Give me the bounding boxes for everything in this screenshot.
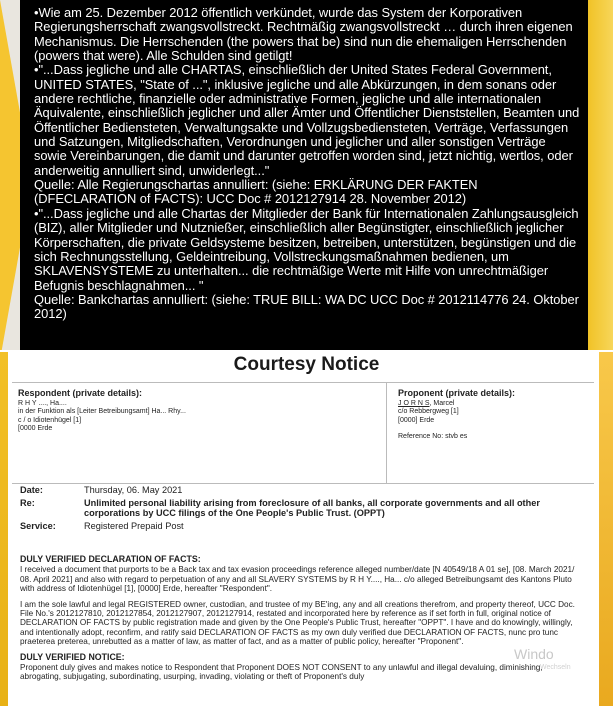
proponent-line: [0000] Erde (398, 416, 435, 424)
reference-number: Reference No: stvb es (398, 433, 468, 441)
slide-source-1: Quelle: Alle Regierungschartas annulliert: (siehe: ERKLÄRUNG DER FAKTEN (DFECLARATION of FACTS): UCC Doc # 2012127914 28. November 2012) (34, 177, 478, 207)
re-value: Unlimited personal liability arising from foreclosure of all banks, all corporate governments and all other corporations by UCC filings of the One People's Public Trust. (OPPT) (84, 498, 540, 518)
service-value: Registered Prepaid Post (84, 521, 184, 531)
windows-activation-watermark: Windo (514, 646, 554, 662)
proponent-details (398, 389, 588, 442)
proponent-heading: Proponent (private details): (398, 388, 516, 398)
declaration-paragraph-1: I received a document that purports to be a Back tax and tax evasion proceedings reference alleged number/date [N 40549/18 A 01 se], [08. March 2021/ 08. April 2021] and also with regard to perpetuation of any and all SLAVERY SYSTEMS by R H Y...., Ha... c/o alleged Betreibungsamt des Kantons Pluto with address of Idiotenhügel [1], [0000] Erde, hereafter "Respondent". (20, 565, 575, 594)
slide-paragraph-1: •Wie am 25. Dezember 2012 öffentlich verkündet, wurde das System der Korporativen Regierungsherrschaft zwangsvollstreckt. Rechtmäßig zwangsvollstreckt … durch ihren eigenen Mechanismus. Die Herrschenden (the powers that be) sind nun die ehemaligen Herrschenden (powers that were). Alle Schulden sind getilgt! (34, 5, 573, 64)
date-row (20, 485, 590, 495)
date-value: Thursday, 06. May 2021 (84, 485, 183, 495)
notice-body (20, 549, 585, 682)
doc-gold-accent-left (0, 352, 8, 706)
service-label: Service: (20, 521, 56, 531)
re-label: Re: (20, 498, 35, 508)
respondent-details (18, 389, 368, 434)
proponent-name (398, 400, 588, 409)
parties-divider (386, 383, 387, 483)
notice-meta (20, 485, 590, 534)
doc-gold-accent-right (599, 352, 613, 706)
windows-activation-watermark-sub: Wechseln (540, 664, 571, 671)
re-row (20, 498, 590, 518)
notice-paragraph: Proponent duly gives and makes notice to Respondent that Proponent DOES NOT CONSENT to any unlawful and illegal devaluing, diminishing, abrogating, subjugating, subordinating, usurping, invading, violating or theft of Proponent's duly (20, 663, 543, 682)
slide-text-box (20, 0, 588, 350)
declaration-heading: DULY VERIFIED DECLARATION OF FACTS: (20, 554, 201, 564)
slide-paragraph-2: •"...Dass jegliche und alle CHARTAS, einschließlich der United States Federal Government, UNITED STATES, "State of ...", inklusive jegliche und alle Abkürzungen, in dem sonans oder andere rechtliche, finanzielle oder administrative Formen, jegliche und alle internationalen Äquivalente, einschließlich jeglicher und aller Ämter und Öffentlicher Dienststellen, Beamten und Öffentlicher Bediensteten, Verwaltungsakte und Vollzugsbediensteten, Verträge, Verfassungen und Satzungen, Mitgliedschaften, Verordnungen und jeglicher und aller sonstigen Verträge sowie Vereinbarungen, die damit und darunter getroffen worden sind, jetzt nichtig, wertlos, oder anderweitig annulliert sind, unwiderlegt..." (34, 62, 580, 178)
slide-gold-accent-right (585, 0, 613, 350)
respondent-line: c / o Idiotenhügel [1] (18, 416, 82, 424)
proponent-line: c/o Rebbergweg [1] (398, 408, 459, 416)
courtesy-notice-document (0, 352, 613, 706)
notice-heading: DULY VERIFIED NOTICE: (20, 651, 125, 662)
document-title: Courtesy Notice (233, 354, 380, 375)
service-row (20, 521, 590, 531)
respondent-heading: Respondent (private details): (18, 388, 143, 398)
slide-paragraph-3: •"...Dass jegliche und alle Chartas der Mitglieder der Bank für Internationalen Zahlungsausgleich (BIZ), aller Mitglieder und Nutznießer, einschließlich aller Begünstigter, einschließlich jeglicher Körperschaften, die private Geldsysteme besitzen, betreiben, unterstützen, begünstigen und die sich Rechnungsstellung, Geldeintreibung, Vollstreckungsmaßnahmen bedienen, um SKLAVENSYSTEME zu unterhalten... die rechtmäßige Werte mit Hilfe von unrechtmäßiger Befugnis beschlagnahmen... " (34, 205, 579, 293)
respondent-line: R H Y ...., Ha.... (18, 399, 67, 407)
slide-panel (0, 0, 613, 350)
respondent-line: [0000 Erde (18, 425, 53, 433)
slide-source-2: Quelle: Bankchartas annulliert: (siehe: TRUE BILL: WA DC UCC Doc # 2012114776 24. Oktober 2012) (34, 291, 579, 322)
proponent-surname: J O R N S (398, 399, 430, 407)
date-label: Date: (20, 485, 43, 495)
proponent-given-name: , Marcel (429, 399, 455, 407)
parties-block (12, 382, 594, 484)
respondent-line: in der Funktion als [Leiter Betreibungsamt] Ha... Rhy... (18, 408, 186, 416)
declaration-paragraph-2: I am the sole lawful and legal REGISTERED owner, custodian, and trustee of my BE'ing, any and all creations therefrom, and property thereof, UCC Doc. File No.'s 2012127810, 2012127854, 2012127907, 2012127914, restated and incorporated here by reference as if set forth in full, original notice of DECLARATION OF FACTS by public registration made and given by the One People's Public Trust, hereafter "OPPT". I have and do knowingly, willingly, and intentionally adopt, reconfirm, and ratify said DECLARATION OF FACTS as my own duly verified due DECLARATION OF FACTS, nunc pro tunc praeterea preterea, unrebutted as a matter of law, as matter of fact, and as a matter of public policy, hereafter "Proponent". (20, 599, 575, 647)
